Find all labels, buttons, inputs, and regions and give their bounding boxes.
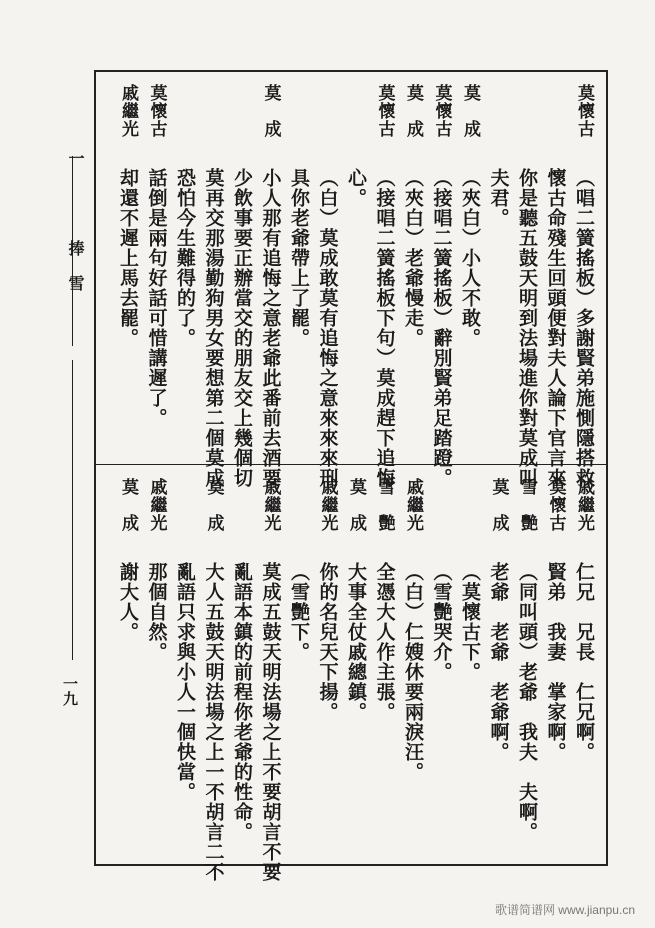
side-top-mark: 一 xyxy=(66,150,85,166)
dialogue-line: 那個自然。 xyxy=(145,562,168,662)
dialogue-line: 話倒是兩句好話可惜講遲了。 xyxy=(145,168,168,428)
dialogue-line: 小人那有追悔之意老爺此番前去酒要 xyxy=(259,168,282,488)
dialogue-line: （接唱二簧搖板）辭別賢弟足踏蹬。 xyxy=(430,168,453,488)
page-number: 一九 xyxy=(61,676,79,706)
speaker-name: 戚繼光 xyxy=(317,478,338,532)
speaker-name: 莫懷古 xyxy=(574,84,594,138)
dialogue-line: 大事全仗戚總鎮。 xyxy=(345,562,367,722)
speaker-name: 戚繼光 xyxy=(260,478,281,532)
speaker-name: 莫 成 xyxy=(260,84,281,138)
speaker-name: 戚繼光 xyxy=(403,478,423,532)
dialogue-line: 却還不遲上馬去罷。 xyxy=(117,168,139,348)
dialogue-line: 全憑大人作主張。 xyxy=(373,562,396,722)
speaker-name: 莫懷古 xyxy=(545,478,566,532)
dialogue-line: （夾白）老爺慢走。 xyxy=(402,168,424,348)
dialogue-line: （白）莫成敢莫有追悔之意來來來刑 xyxy=(316,168,339,488)
speaker-name: 戚繼光 xyxy=(146,478,167,532)
speaker-name: 莫懷古 xyxy=(146,84,167,138)
speaker-name: 莫懷古 xyxy=(374,84,395,138)
speaker-name: 莫 成 xyxy=(488,478,509,532)
speaker-name: 戚繼光 xyxy=(574,478,594,532)
speaker-name: 雪 艷 xyxy=(517,478,537,532)
dialogue-line: 莫成五鼓天明法場之上不要胡言不要 xyxy=(259,562,282,882)
dialogue-line: 大人五鼓天明法場之上一不胡言二不 xyxy=(202,562,225,882)
side-title: 捧 雪 xyxy=(66,240,85,291)
dialogue-line: 你的名兒天下揚。 xyxy=(316,562,339,722)
dialogue-line: 賢弟 我妻 掌家啊。 xyxy=(544,562,567,762)
dialogue-line: （接唱二簧搖板下句）莫成趕下追悔 xyxy=(373,168,396,488)
dialogue-line: 莫再交那湯勤狗男女要想第二個莫成 xyxy=(202,168,225,488)
dialogue-line: （莫懷古下。 xyxy=(459,562,481,682)
dialogue-line: 你是聽五鼓天明到法場進你對莫成叫 xyxy=(516,168,538,488)
dialogue-line: 老爺 老爺 老爺啊。 xyxy=(487,562,510,762)
dialogue-line: （唱二簧搖板）多謝賢弟施惻隱搭救 xyxy=(573,168,595,488)
speaker-name: 莫 成 xyxy=(203,478,224,532)
speaker-name: 莫 成 xyxy=(346,478,366,532)
dialogue-line: （雪艷哭介。 xyxy=(430,562,453,682)
dialogue-line: 仁兄 兄長 仁兄啊。 xyxy=(573,562,595,762)
speaker-name: 莫 成 xyxy=(118,478,138,532)
dialogue-line: 亂語本鎮的前程你老爺的性命。 xyxy=(231,562,253,842)
dialogue-line: 亂語只求與小人一個快當。 xyxy=(174,562,196,802)
dialogue-line: 心。 xyxy=(345,168,367,208)
dialogue-line: 懷古命殘生回頭便對夫人論下官言來 xyxy=(544,168,567,488)
speaker-name: 雪 艷 xyxy=(374,478,395,532)
dialogue-line: 具你老爺帶上了罷。 xyxy=(288,168,310,348)
dialogue-line: （夾白）小人不敢。 xyxy=(459,168,481,348)
speaker-name: 莫 成 xyxy=(403,84,423,138)
watermark: 歌谱简谱网 www.jianpu.cn xyxy=(494,903,635,917)
dialogue-line: 謝大人。 xyxy=(117,562,139,642)
speaker-name: 莫 成 xyxy=(460,84,480,138)
speaker-name: 戚繼光 xyxy=(118,84,138,138)
dialogue-line: 恐怕今生難得的了。 xyxy=(174,168,196,348)
dialogue-line: （同叫頭）老爺 我夫 夫啊。 xyxy=(516,562,538,842)
margin-rule-bottom xyxy=(72,360,73,660)
speaker-name: 莫懷古 xyxy=(431,84,452,138)
dialogue-line: 少飲事要正辦當交的朋友交上幾個切 xyxy=(231,168,253,488)
dialogue-line: （雪艷下。 xyxy=(288,562,310,662)
dialogue-line: （白）仁嫂休要兩淚汪。 xyxy=(402,562,424,782)
dialogue-line: 夫君。 xyxy=(487,168,510,228)
